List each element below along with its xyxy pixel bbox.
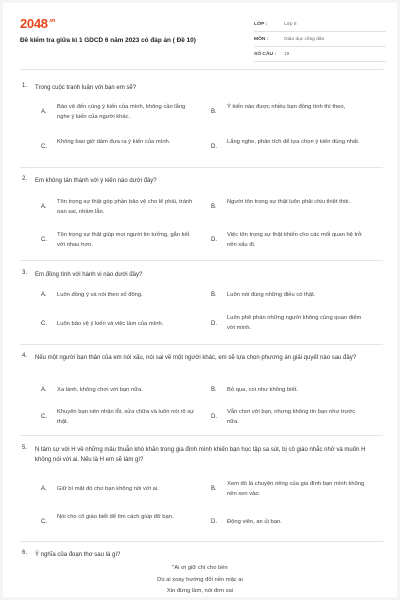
logo-suffix: .vn — [48, 18, 56, 24]
divider — [20, 344, 383, 345]
option-letter: A. — [41, 109, 47, 115]
option-letter: D. — [211, 414, 217, 420]
poem-line: "Ai ơi giữ chí cho bền — [172, 565, 228, 571]
option-letter: C. — [41, 144, 47, 150]
option-text: Lắng nghe, phân tích để lựa chọn ý kiến đúng nhất. — [227, 139, 360, 145]
option-text: Việc tôn trọng sự thật khiến cho các mối quan hệ trở nên xấu đi. — [227, 232, 362, 248]
exam-page — [3, 3, 397, 597]
option-letter: D. — [211, 321, 217, 327]
divider — [20, 260, 383, 261]
poem — [3, 563, 397, 597]
option-letter: B. — [211, 387, 217, 393]
option-letter: B. — [211, 292, 217, 298]
question-text: N tâm sự với H về những mâu thuẫn khó khăn trong gia đình mình khiến bạn học tập sa sút, bị cô giáo nhắc nhở và muốn H không nói với ai. Nếu là H em sẽ làm gì? — [35, 447, 366, 463]
question-number: 1. — [22, 83, 28, 89]
option-text: Nói cho cô giáo biết để tìm cách giúp đỡ bạn. — [57, 514, 174, 520]
option-text: Luôn bảo vệ ý kiến và việc làm của mình. — [57, 321, 164, 327]
meta-value: Lớp 6 — [284, 21, 297, 27]
option-letter: A. — [41, 486, 47, 492]
divider — [20, 541, 383, 542]
exam-title: Đề kiểm tra giữa kì 1 GDCD 6 năm 2023 có đáp án ( Đề 10) — [20, 37, 196, 44]
option-text: Luôn nói đúng những điều có thật. — [227, 292, 316, 298]
logo-text: 2048 — [20, 16, 48, 31]
option-text: Xa lánh, không chơi với bạn nữa. — [57, 387, 143, 393]
meta-row-class — [254, 17, 386, 32]
option-letter: D. — [211, 519, 217, 525]
option-text: Động viên, an ủi bạn. — [227, 519, 282, 525]
option-text: Tôn trọng sự thật góp phần bảo vệ cho lẽ phải, tránh oan sai, nhầm lẫn. — [57, 199, 193, 215]
question-text: Ý nghĩa của đoạn thơ sau là gì? — [35, 552, 121, 558]
question-text: Em đồng tình với hành vi nào dưới đây? — [35, 272, 143, 278]
question-number: 3. — [22, 270, 28, 276]
option-text: Người tôn trọng sự thật luôn phải chịu thiệt thòi. — [227, 199, 351, 205]
option-letter: D. — [211, 144, 217, 150]
option-letter: C. — [41, 237, 47, 243]
option-text: Khuyên bạn nên nhận lỗi, sửa chữa và luôn nói rõ sự thật. — [57, 409, 195, 425]
option-letter: A. — [41, 292, 47, 298]
option-text: Bỏ qua, coi như không biết. — [227, 387, 298, 393]
option-letter: B. — [211, 204, 217, 210]
option-text: Ý kiến nào được nhiều bạn đồng tình thì theo, — [227, 104, 346, 110]
option-letter: D. — [211, 237, 217, 243]
meta-key: LỚP : — [254, 21, 268, 27]
meta-key: SỐ CÂU : — [254, 51, 277, 57]
option-text: Vẫn chơi với bạn, nhưng không tin bạn như trước nữa. — [227, 409, 356, 425]
meta-value: Giáo dục công dân — [284, 36, 325, 42]
option-text: Bảo vệ đến cùng ý kiến của mình, không cần lắng nghe ý kiến của người khác. — [57, 104, 186, 120]
divider — [20, 167, 383, 168]
meta-key: MÔN : — [254, 36, 269, 42]
poem-line: Dù ai xoay hướng đổi nền mặc ai — [157, 576, 243, 583]
option-letter: A. — [41, 204, 47, 210]
question-number: 5. — [22, 445, 28, 451]
option-text: Luôn đồng ý và nói theo số đông. — [57, 292, 143, 298]
poem-line: Xin đừng làm, nói đơn sai — [166, 588, 234, 594]
meta-value: 19 — [284, 51, 290, 57]
question-text: Em không tán thành với ý kiến nào dưới đây? — [35, 178, 157, 184]
divider — [20, 435, 383, 436]
meta-row-subject — [254, 32, 386, 47]
question-text: Nếu một người bạn thân của em nói xấu, nói sai về một người khác, em sẽ lựa chọn phương án giải quyết nào sau đây? — [35, 355, 357, 361]
option-letter: C. — [41, 519, 47, 525]
divider — [20, 69, 383, 70]
option-text: Tôn trọng sự thật giúp mọi người tin tưởng, gắn kết với nhau hơn. — [57, 232, 190, 248]
question-number: 6. — [22, 550, 28, 556]
option-letter: B. — [211, 486, 217, 492]
option-text: Giữ bí mật đó cho bạn không nói với ai. — [57, 486, 159, 492]
question-text: Trong cuộc tranh luận với bạn em sẽ? — [35, 85, 137, 91]
site-logo[interactable] — [20, 16, 55, 31]
question-number: 2. — [22, 176, 28, 182]
option-letter: B. — [211, 109, 217, 115]
question-number: 4. — [22, 353, 28, 359]
exam-meta-table — [254, 17, 386, 62]
option-letter: A. — [41, 387, 47, 393]
option-letter: C. — [41, 321, 47, 327]
meta-row-question-count — [254, 47, 386, 62]
option-letter: C. — [41, 414, 47, 420]
option-text: Luôn phê phán những người không cùng quan điểm với mình. — [227, 315, 362, 331]
option-text: Không bao giờ dám đưa ra ý kiến của mình. — [57, 139, 171, 145]
option-text: Xem đó là chuyện riêng của gia đình bạn mình không nên xen vào. — [227, 481, 365, 497]
